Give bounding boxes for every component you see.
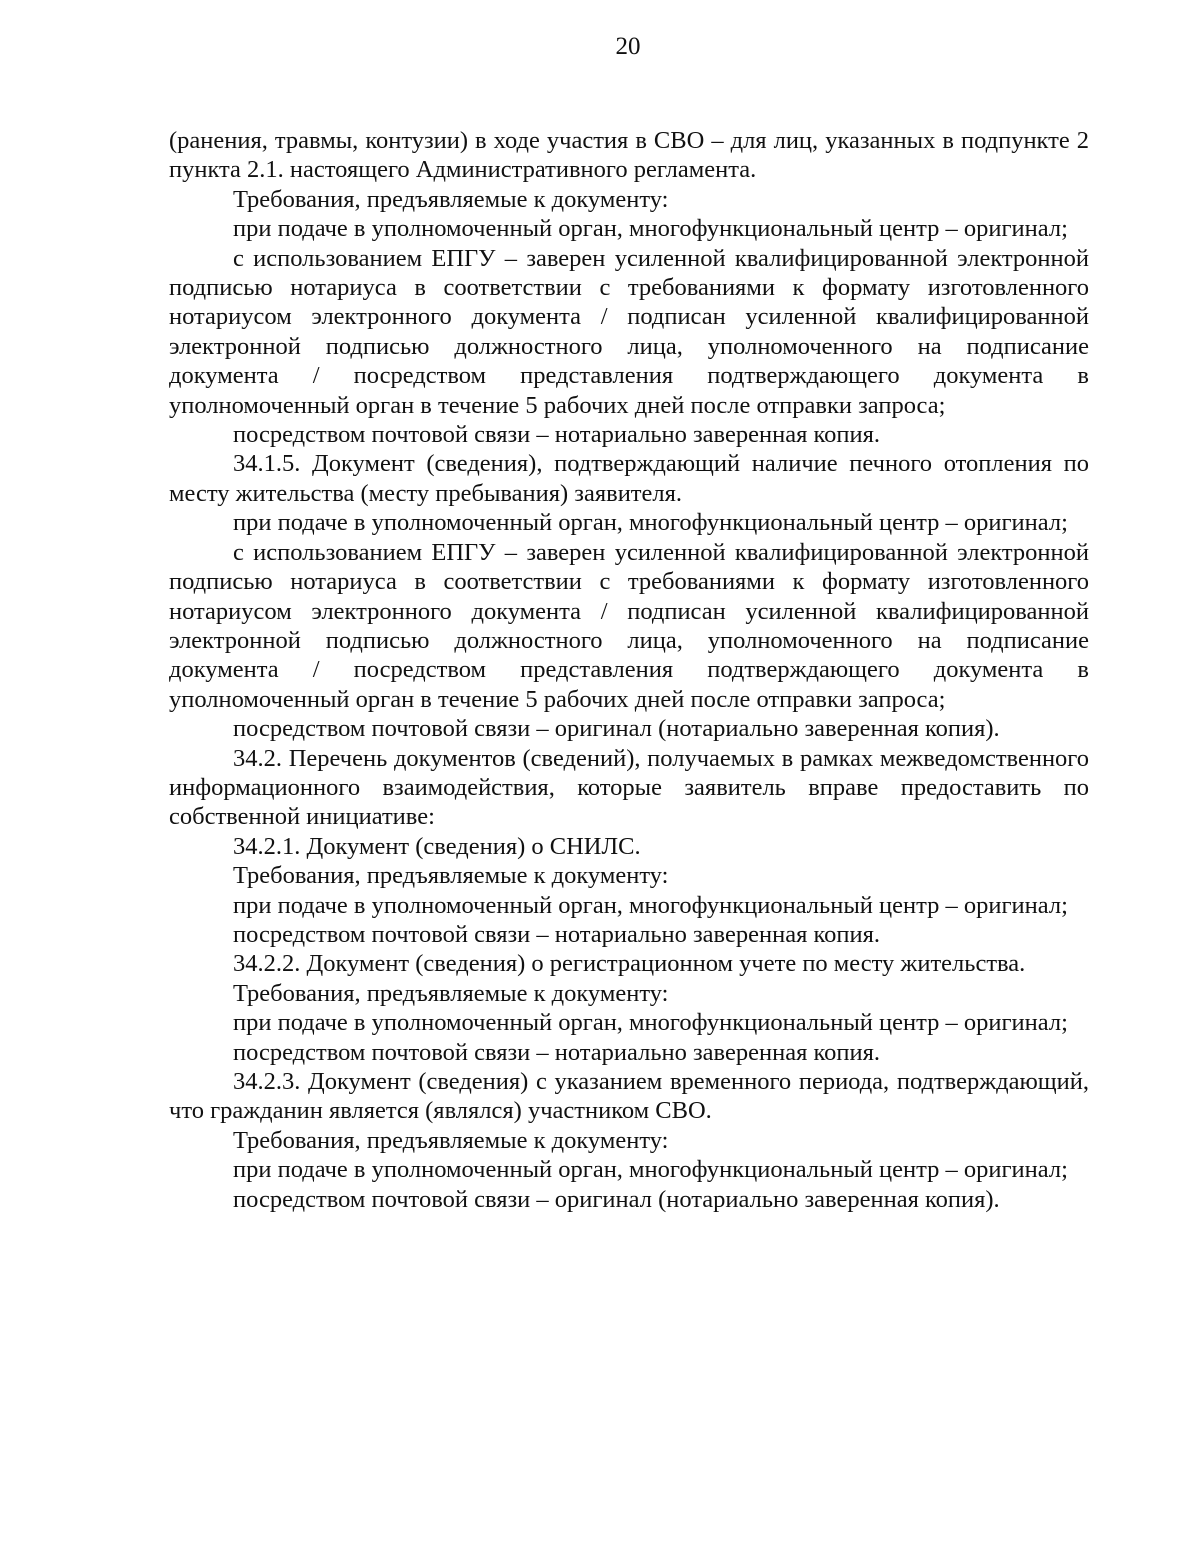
paragraph-continuation: (ранения, травмы, контузии) в ходе участия в СВО – для лиц, указанных в подпункте 2 пункта 2.1. настоящего Административного регламента. (169, 127, 1089, 184)
paragraph-postal-notarized-copy: посредством почтовой связи – нотариально заверенная копия. (233, 1038, 881, 1066)
paragraph-postal-original: посредством почтовой связи – оригинал (нотариально заверенная копия). (233, 715, 1000, 743)
paragraph-postal-original: посредством почтовой связи – оригинал (нотариально заверенная копия). (233, 1185, 1000, 1213)
paragraph-item-34-2-3: 34.2.3. Документ (сведения) с указанием временного периода, подтверждающий, что гражданин является (являлся) участником СВО. (169, 1068, 1089, 1125)
paragraph-in-person-original: при подаче в уполномоченный орган, многофункциональный центр – оригинал; (233, 215, 1068, 243)
paragraph-requirements-heading: Требования, предъявляемые к документу: (233, 185, 669, 213)
paragraph-in-person-original: при подаче в уполномоченный орган, многофункциональный центр – оригинал; (233, 891, 1068, 919)
paragraph-item-34-2: 34.2. Перечень документов (сведений), получаемых в рамках межведомственного информационного взаимодействия, которые заявитель вправе предоставить по собственной инициативе: (169, 744, 1089, 831)
paragraph-in-person-original: при подаче в уполномоченный орган, многофункциональный центр – оригинал; (233, 1156, 1068, 1184)
paragraph-requirements-heading: Требования, предъявляемые к документу: (233, 1126, 669, 1154)
paragraph-postal-notarized-copy: посредством почтовой связи – нотариально заверенная копия. (233, 421, 881, 449)
paragraph-item-34-2-1: 34.2.1. Документ (сведения) о СНИЛС. (233, 832, 641, 860)
paragraph-in-person-original: при подаче в уполномоченный орган, многофункциональный центр – оригинал; (233, 1009, 1068, 1037)
paragraph-postal-notarized-copy: посредством почтовой связи – нотариально заверенная копия. (233, 920, 881, 948)
paragraph-item-34-1-5: 34.1.5. Документ (сведения), подтверждающий наличие печного отопления по месту жительства (месту пребывания) заявителя. (169, 450, 1089, 507)
paragraph-item-34-2-2: 34.2.2. Документ (сведения) о регистрационном учете по месту жительства. (233, 950, 1026, 978)
document-body (169, 126, 1089, 1214)
paragraph-epgu-signature: с использованием ЕПГУ – заверен усиленной квалифицированной электронной подписью нотариуса в соответствии с требованиями к формату изготовленного нотариусом электронного документа / подписан усиленной квалифицированной электронной подписью должностного лица, уполномоченного на подписание документа / посредством представления подтверждающего документа в уполномоченный орган в течение 5 рабочих дней после отправки запроса; (169, 538, 1089, 713)
page-number: 20 (615, 33, 641, 60)
paragraph-in-person-original: при подаче в уполномоченный орган, многофункциональный центр – оригинал; (233, 509, 1068, 537)
paragraph-requirements-heading: Требования, предъявляемые к документу: (233, 862, 669, 890)
paragraph-epgu-signature: с использованием ЕПГУ – заверен усиленной квалифицированной электронной подписью нотариуса в соответствии с требованиями к формату изготовленного нотариусом электронного документа / подписан усиленной квалифицированной электронной подписью должностного лица, уполномоченного на подписание документа / посредством представления подтверждающего документа в уполномоченный орган в течение 5 рабочих дней после отправки запроса; (169, 244, 1089, 419)
paragraph-requirements-heading: Требования, предъявляемые к документу: (233, 979, 669, 1007)
